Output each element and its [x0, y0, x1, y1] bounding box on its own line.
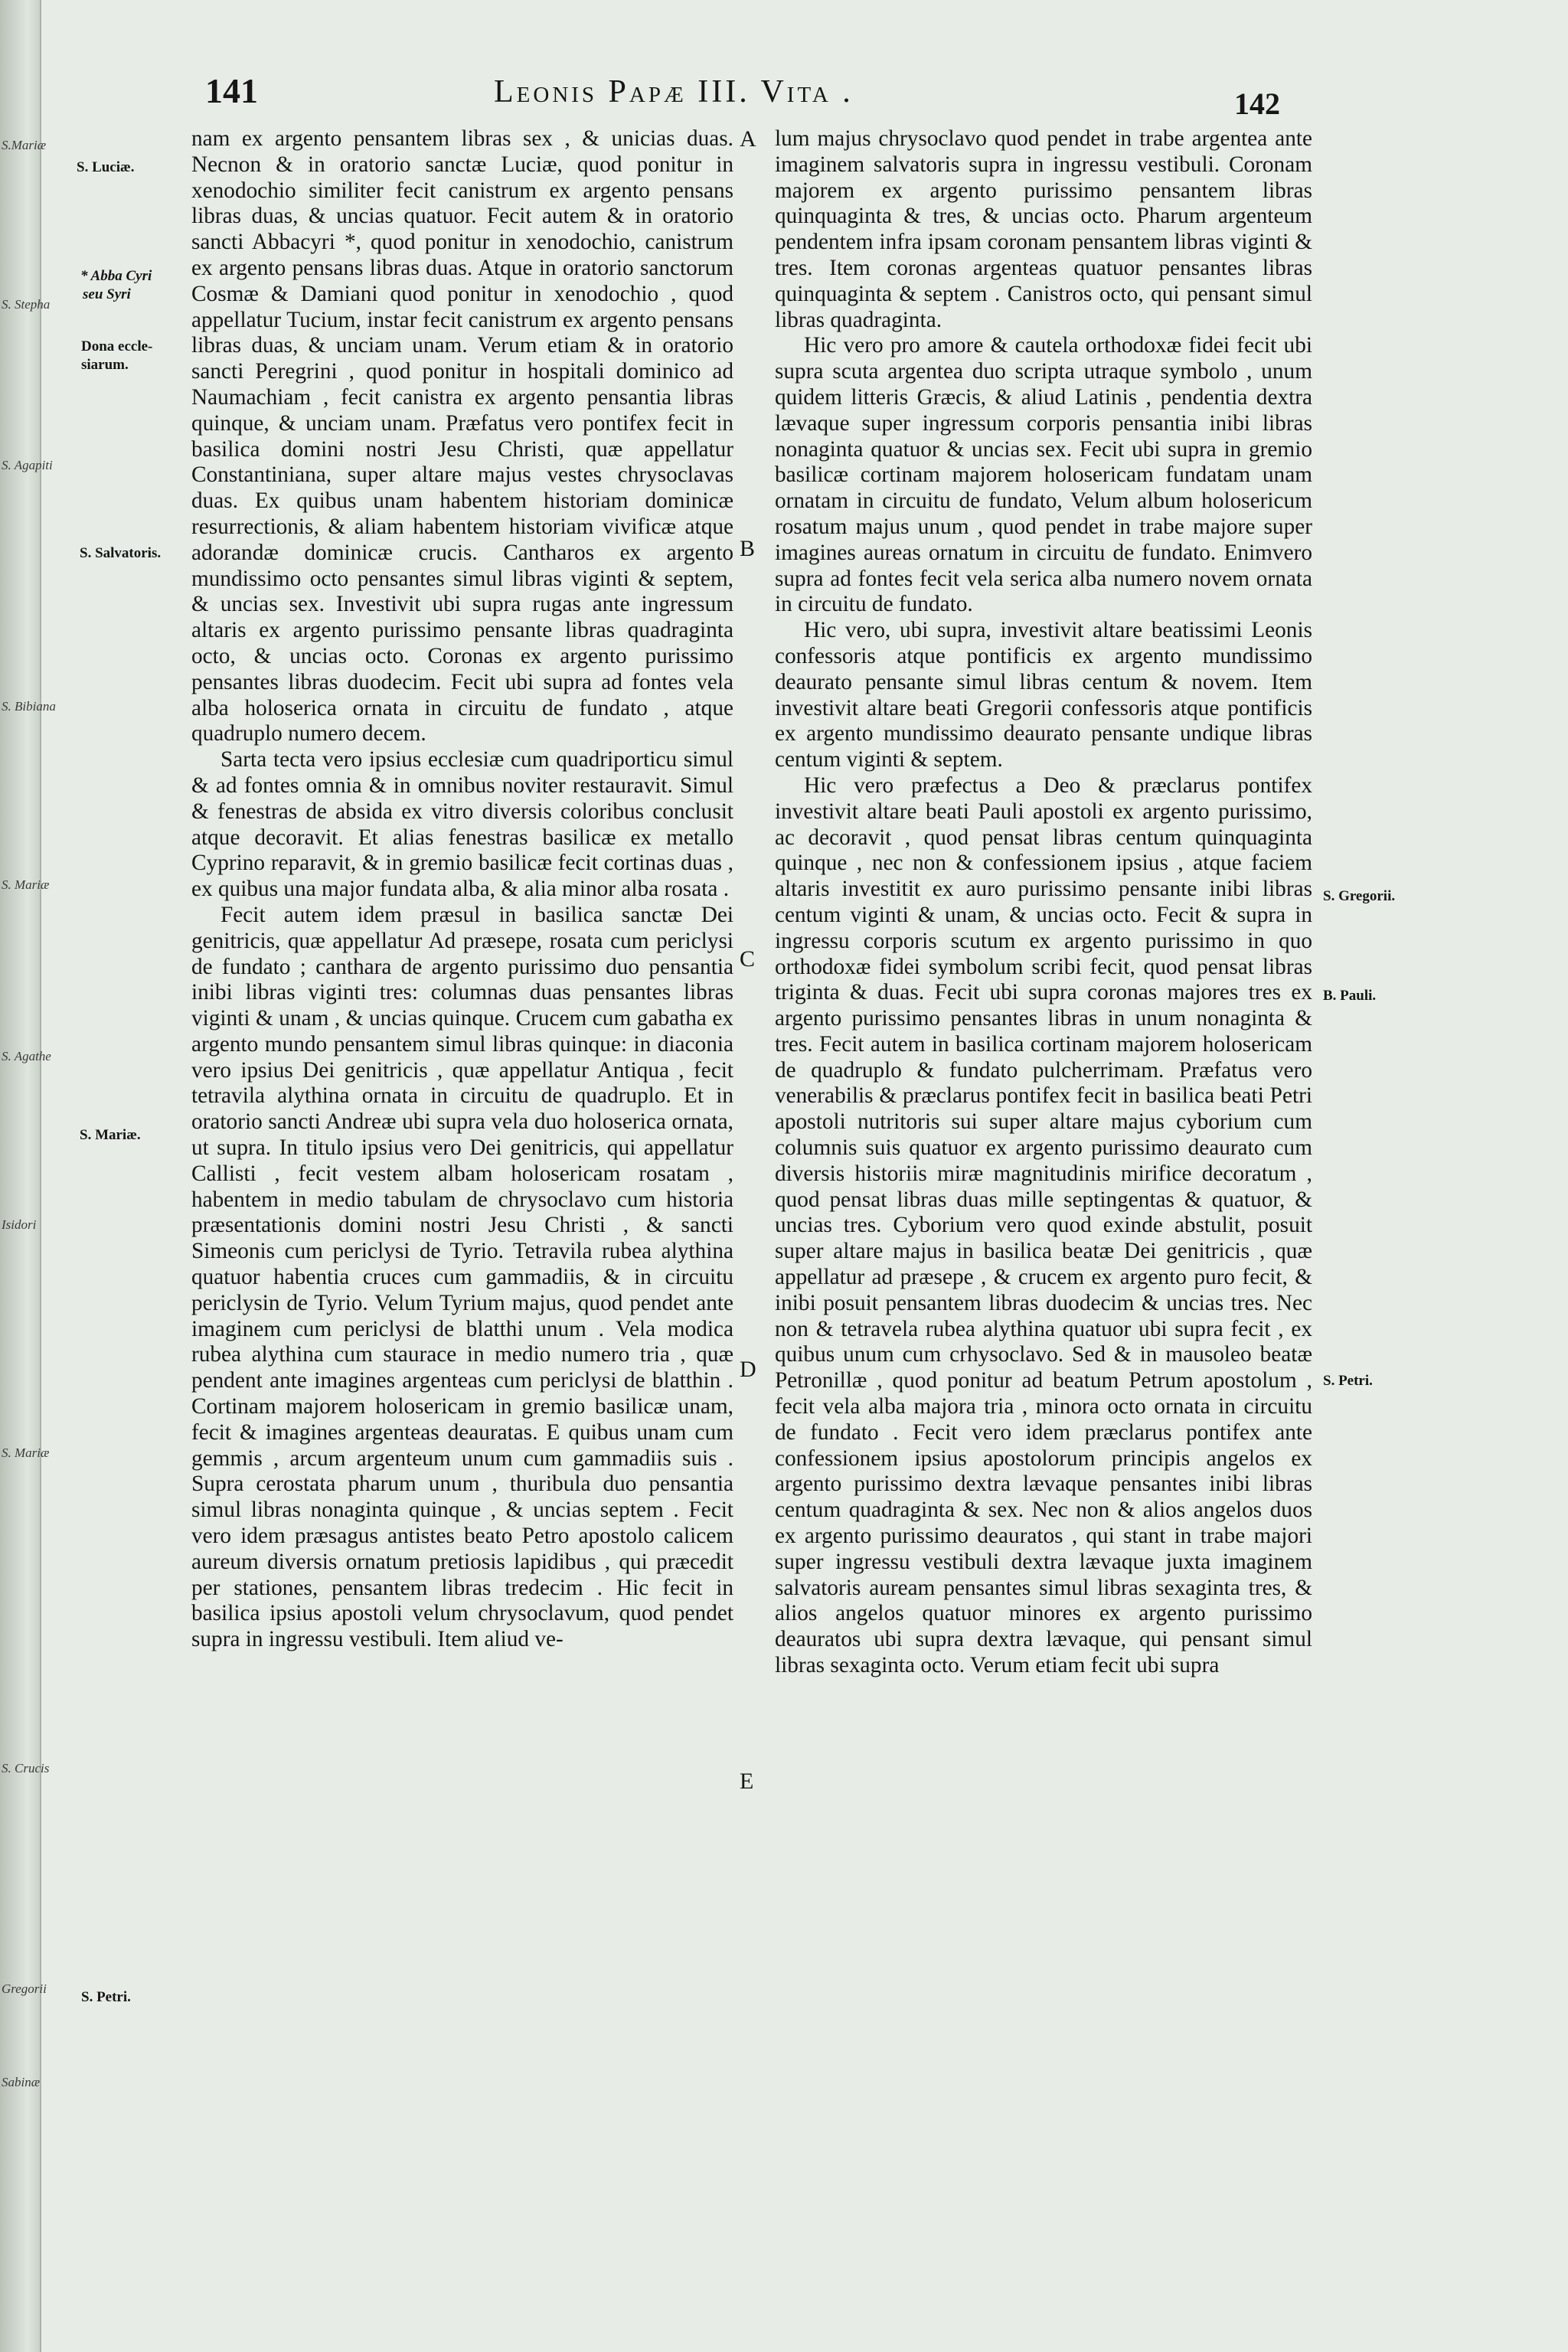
paragraph: lum majus chrysoclavo quod pendet in trabe argentea ante imaginem salvatoris supra in ingressu vestibuli. Coronam majorem ex argento purissimo pensantem libras quinquaginta & tres, & uncias octo. Pharum argenteum pendentem infra ipsam coronam pensantem libras viginti & tres. Item coronas argenteas quatuor pensantes libras quinquaginta & septem . Canistros octo, qui pensant simul libras quadraginta.	[775, 126, 1312, 332]
page-number-left: 141	[205, 71, 258, 110]
section-letter: A	[740, 126, 756, 152]
margin-note-dona-eccle: Dona eccle-	[81, 338, 153, 354]
strip-note: Isidori	[2, 1217, 37, 1232]
strip-note: Gregorii	[2, 1981, 47, 1996]
margin-note-mariae: S. Mariæ.	[80, 1127, 141, 1143]
page-number-right: 142	[1234, 87, 1280, 121]
margin-note-siarum: siarum.	[81, 357, 129, 373]
margin-note-abba-cyri: * Abba Cyri	[80, 268, 152, 284]
margin-note-seu-syri: seu Syri	[83, 286, 131, 302]
paragraph: Sarta tecta vero ipsius ecclesiæ cum quadriporticu simul & ad fontes omnia & in omnibus noviter restauravit. Simul & fenestras de absida ex vitro diversis coloribus conclusit atque decoravit. Et alias fenestras basilicæ ex metallo Cyprino reparavit, & in gremio basilicæ fecit cortinas duas , ex quibus una major fundata alba, & alia minor alba rosata .	[191, 747, 733, 902]
margin-note-petri-right: S. Petri.	[1323, 1373, 1373, 1389]
previous-page-edge	[0, 0, 56, 2352]
page-header	[0, 70, 1568, 121]
paragraph: Hic vero, ubi supra, investivit altare beatissimi Leonis confessoris atque pontificis ex argento mundissimo deaurato pensante simul libras centum & novem. Item investivit altare beati Gregorii confessoris atque pontificis ex argento mundissimo deaurato pensante undique libras centum viginti & septem.	[775, 618, 1312, 773]
right-text-column	[775, 126, 1312, 1679]
section-letter: C	[740, 946, 756, 972]
strip-note: S. Agapiti	[2, 458, 53, 472]
margin-note-petri: S. Petri.	[81, 1989, 131, 2005]
strip-note: Sabinæ	[2, 2075, 41, 2089]
margin-note-pauli: B. Pauli.	[1323, 988, 1377, 1004]
strip-note: S.Mariæ	[2, 138, 47, 152]
paragraph: Fecit autem idem præsul in basilica sanctæ Dei genitricis, quæ appellatur Ad præsepe, rosata cum periclysi de fundato ; canthara de argento purissimo duo pensantia inibi libras viginti tres: columnas duas pensantes libras viginti & unam , & uncias quinque. Crucem cum gabatha ex argento mundo pensantem simul libras quinque: in diaconia vero ipsius Dei genitricis , quæ appellatur Antiqua , fecit tetravila alythina ornata in circuitu de quadruplo. Et in oratorio sancti Andreæ ubi supra vela duo holoserica ornata, ut supra. In titulo ipsius vero Dei genitricis, qui appellatur Callisti , fecit vestem albam holosericam rosatam , habentem in medio tabulam de chrysoclavo cum historia præsentationis domini nostri Jesu Christi , & sancti Simeonis cum periclysi de Tyrio. Tetravila rubea alythina quatuor habentia cruces cum gammadiis, & in circuitu periclysin de Tyrio. Velum Tyrium majus, quod pendet ante imaginem cum periclysi de blatthi unum . Vela modica rubea alythina cum staurace in medio numero tria , quæ pendent ante imagines argenteas cum periclysi de blatthin . Cortinam majorem holosericam in gremio basilicæ unam, fecit & imagines argenteas deauratas. E quibus unam cum gemmis , arcum argenteum unum cum gammadiis suis . Supra cerostata pharum unum , thuribula duo pensantia simul libras nonaginta quinque , & uncias septem . Fecit vero idem præsagus antistes beato Petro apostolo calicem aureum diversis ornatum pretiosis lapidibus , qui præcedit per stationes, pensantem libras tredecim . Hic fecit in basilica ipsius apostoli velum chrysoclavum, quod pendet supra in ingressu vestibuli. Item aliud ve-	[191, 902, 733, 1652]
margin-note-gregorii: S. Gregorii.	[1323, 888, 1396, 904]
margin-note-lucie: S. Luciæ.	[77, 159, 135, 175]
strip-note: S. Stepha	[2, 297, 51, 312]
running-title: Leonis Papæ III. Vita .	[494, 74, 854, 109]
strip-note: S. Mariæ	[2, 877, 50, 892]
margin-note-salvatoris: S. Salvatoris.	[80, 545, 162, 561]
section-letter: B	[740, 536, 756, 561]
paragraph: Hic vero præfectus a Deo & præclarus pontifex investivit altare beati Pauli apostoli ex argento purissimo, ac decoravit , quod pensat libras centum quinquaginta quinque , nec non & confessionem ipsius , atque faciem altaris investitit ex auro purissimo pensante inibi libras centum viginti & unam, & uncias octo. Fecit & supra in ingressu corporis scutum ex argento purissimo in quo orthodoxæ fidei symbolum scribi fecit, quod pensat libras triginta & duas. Fecit ubi supra coronas majores tres ex argento purissimo pensantes libras in unum nonaginta & tres. Fecit autem in basilica cortinam majorem holosericam de quadruplo & fundato pulcherrimam. Præfatus vero venerabilis & præclarus pontifex fecit in basilica beati Petri apostoli nutritoris sui super altare majus cyborium cum columnis suis quatuor ex argento purissimo deaurato cum diversis historiis miræ magnitudinis mirifice decoratum , quod pensat libras duas mille septingentas & quatuor, & uncias tres. Cyborium vero quod exinde abstulit, posuit super altare majus in basilica beatæ Dei genitricis , quæ appellatur ad præsepe , & crucem ex argento puro fecit, & inibi posuit pensantem libras duodecim & uncias tres. Nec non & tetravela rubea alythina quatuor ubi supra fecit , ex quibus unum cum crhysoclavo. Sed & in mausoleo beatæ Petronillæ , quod ponitur ad beatum Petrum apostolum , fecit vela alba majora tria , minora octo ornata in circuitu de fundato . Fecit vero idem præclarus pontifex ante confessionem ipsius apostolorum principis angelos ex argento purissimo dextra lævaque pensantes inibi libras centum quadraginta & sex. Nec non & alios angelos duos ex argento purissimo deauratos , qui stant in trabe majori super ingressu vestibuli dextra lævaque juxta imaginem salvatoris auream pensantes simul libras sexaginta tres, & alios angelos quatuor minores ex argento purissimo deauratos ubi supra dextra lævaque, qui pensant simul libras sexaginta octo. Verum etiam fecit ubi supra	[775, 773, 1312, 1678]
strip-note: S. Mariæ	[2, 1446, 50, 1460]
strip-note: S. Crucis	[2, 1761, 50, 1775]
strip-note: S. Bibiana	[2, 699, 56, 714]
left-text-column	[191, 126, 733, 1653]
section-letter: E	[740, 1769, 754, 1794]
strip-note: S. Agathe	[2, 1049, 51, 1063]
section-letter: D	[740, 1357, 756, 1382]
paragraph: Hic vero pro amore & cautela orthodoxæ fidei fecit ubi supra scuta argentea duo scripta utraque symbolo , unum quidem litteris Græcis, & aliud Latinis , pendentia dextra lævaque super ingressum corporis pensantia inibi libras nonaginta quatuor & uncias sex. Fecit ubi supra in gremio basilicæ cortinam majorem holosericam fundatam unam ornatam in circuitu de fundato, Velum album holosericum rosatum majus unum , quod pendet in trabe majore super imagines aureas ornatum in circuitu de fundato. Enimvero supra ad fontes fecit vela serica alba numero novem ornata in circuitu de fundato.	[775, 333, 1312, 617]
paragraph: nam ex argento pensantem libras sex , & unicias duas. Necnon & in oratorio sanctæ Luciæ, quod ponitur in xenodochio similiter fecit canistrum ex argento pensans libras duas, & uncias quatuor. Fecit autem & in oratorio sancti Abbacyri *, quod ponitur in xenodochio, canistrum ex argento pensans libras duas. Atque in oratorio sanctorum Cosmæ & Damiani quod ponitur in xenodochio , quod appellatur Tucium, instar fecit canistrum ex argento pensans libras duas, & unciam unam. Verum etiam & in oratorio sancti Peregrini , quod ponitur in hospitali dominico ad Naumachiam , fecit canistra ex argento pensantia libras quinque, & unciam unam. Præfatus vero pontifex fecit in basilica domini nostri Jesu Christi, quæ appellatur Constantiniana, super altare majus vestes chrysoclavas duas. Ex quibus unam habentem historiam dominicæ resurrectionis, & aliam habentem historiam vivificæ atque adorandæ dominicæ crucis. Cantharos ex argento mundissimo octo pensantes simul libras viginti & septem, & uncias sex. Investivit ubi supra rugas ante ingressum altaris ex argento purissimo pensante libras quadraginta octo, & uncias octo. Coronas ex argento purissimo pensantes libras duodecim. Fecit ubi supra ad fontes vela alba holoserica ornata in circuitu de fundato , atque quadruplo numero decem.	[191, 126, 733, 746]
